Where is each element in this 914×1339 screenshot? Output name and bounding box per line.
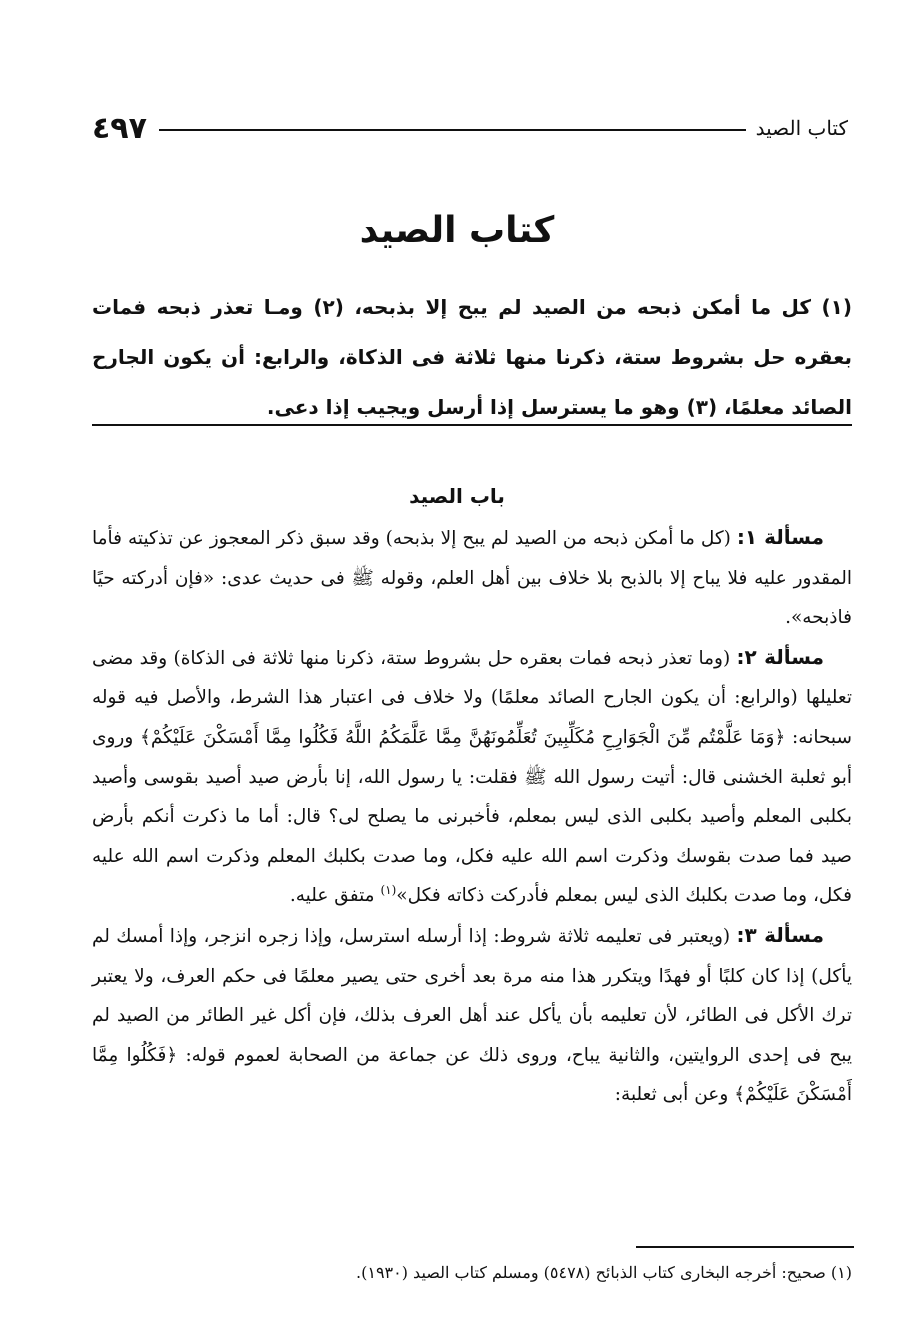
book-title: كتاب الصيد	[359, 210, 555, 251]
quran-verse: ﴿وَمَا عَلَّمْتُم مِّنَ الْجَوَارِحِ مُكَلِّبِينَ تُعَلِّمُونَهُنَّ مِمَّا عَلَّمَكُمُ اللَّهُ فَكُلُوا مِمَّا أَمْسَكْنَ عَلَيْكُمْ﴾	[140, 726, 786, 748]
masala-text: متفق عليه.	[289, 885, 381, 907]
masala-label: مسألة ٣:	[736, 922, 824, 947]
masala-text: وروى أبو ثعلبة الخشنى قال: أتيت رسول الله ﷺ فقلت: يا رسول الله، إنا بأرض صيد أصيد بقوسى وأصيد بكلبى المعلم وأصيد بكلبى الذى ليس بمعلم، فأخبرنى ما يصلح لى؟ قال: أما ما ذكرت أنكم بأرض صيد فما صدت بقوسك وذكرت اسم الله عليه فكل، وما صدت بكلبك المعلم وذكرت اسم الله عليه فكل، وما صدت بكلبك الذى ليس بمعلم فأدركت ذكاته فكل»	[92, 726, 852, 907]
page-number: ٤٩٧	[92, 110, 147, 146]
masala-1	[92, 518, 852, 638]
masala-label: مسألة ١:	[736, 525, 824, 549]
masala-text: (وما تعذر ذبحه فمات بعقره حل بشروط ستة، ذكرنا منها ثلاثة فى الذكاة) وقد مضى تعليلها (والرابع: أن يكون الجارح الصائد معلمًا) ولا خلاف فى اعتبار هذا الشرط، والأصل فيه قوله سبحانه:	[92, 647, 852, 748]
commentary	[92, 518, 852, 1115]
masala-text: وعن أبى ثعلبة:	[614, 1084, 735, 1106]
masala-text: (كل ما أمكن ذبحه من الصيد لم يبح إلا بذبحه) وقد سبق ذكر المعجوز عن تذكيته فأما المقدور عليه فلا يباح إلا بالذبح بلا خلاف بين أهل العلم، وقوله ﷺ فى حديث عدى: «فإن أدركته حيًا فاذبحه».	[92, 528, 852, 629]
footnote-divider	[636, 1246, 854, 1248]
running-header	[92, 108, 848, 148]
masala-text: (ويعتبر فى تعليمه ثلاثة شروط: إذا أرسله استرسل، وإذا زجره انزجر، وإذا أمسك لم يأكل) إذا كان كلبًا أو فهدًا ويتكرر هذا منه مرة بعد أخرى حتى يصير معلمًا فى حكم العرف، ولا يعتبر ترك الأكل فى الطائر، لأن تعليمه بأن يأكل عند أهل العرف بذلك، فإن أكل غير الطائر من الصيد لم يبح فى إحدى الروايتين، والثانية يباح، وروى ذلك عن جماعة من الصحابة لعموم قوله:	[92, 925, 853, 1066]
masala-label: مسألة ٢:	[736, 644, 824, 669]
header-rule	[159, 129, 746, 131]
masala-2	[92, 638, 852, 916]
quran-verse: ﴿فَكُلُوا مِمَّا أَمْسَكْنَ عَلَيْكُمْ﴾	[92, 1044, 852, 1106]
footnote: (١) صحيح: أخرجه البخارى كتاب الذبائح (٥٤٧٨) ومسلم كتاب الصيد (١٩٣٠).	[356, 1263, 852, 1282]
matn-divider	[92, 424, 852, 426]
matn-text: (١) كل ما أمكن ذبحه من الصيد لم يبح إلا بذبحه، (٢) ومـا تعذر ذبحه فمات بعقره حل بشروط ستة، ذكرنا منها ثلاثة فى الذكاة، والرابع: أن يكون الجارح الصائد معلمًا، (٣) وهو ما يسترسل إذا أرسل ويجيب إذا دعى.	[92, 295, 852, 419]
header-book-name: كتاب الصيد	[755, 116, 848, 140]
masala-3	[92, 916, 852, 1115]
footnote-reference: (١)	[380, 883, 397, 898]
section-title: باب الصيد	[409, 484, 505, 508]
